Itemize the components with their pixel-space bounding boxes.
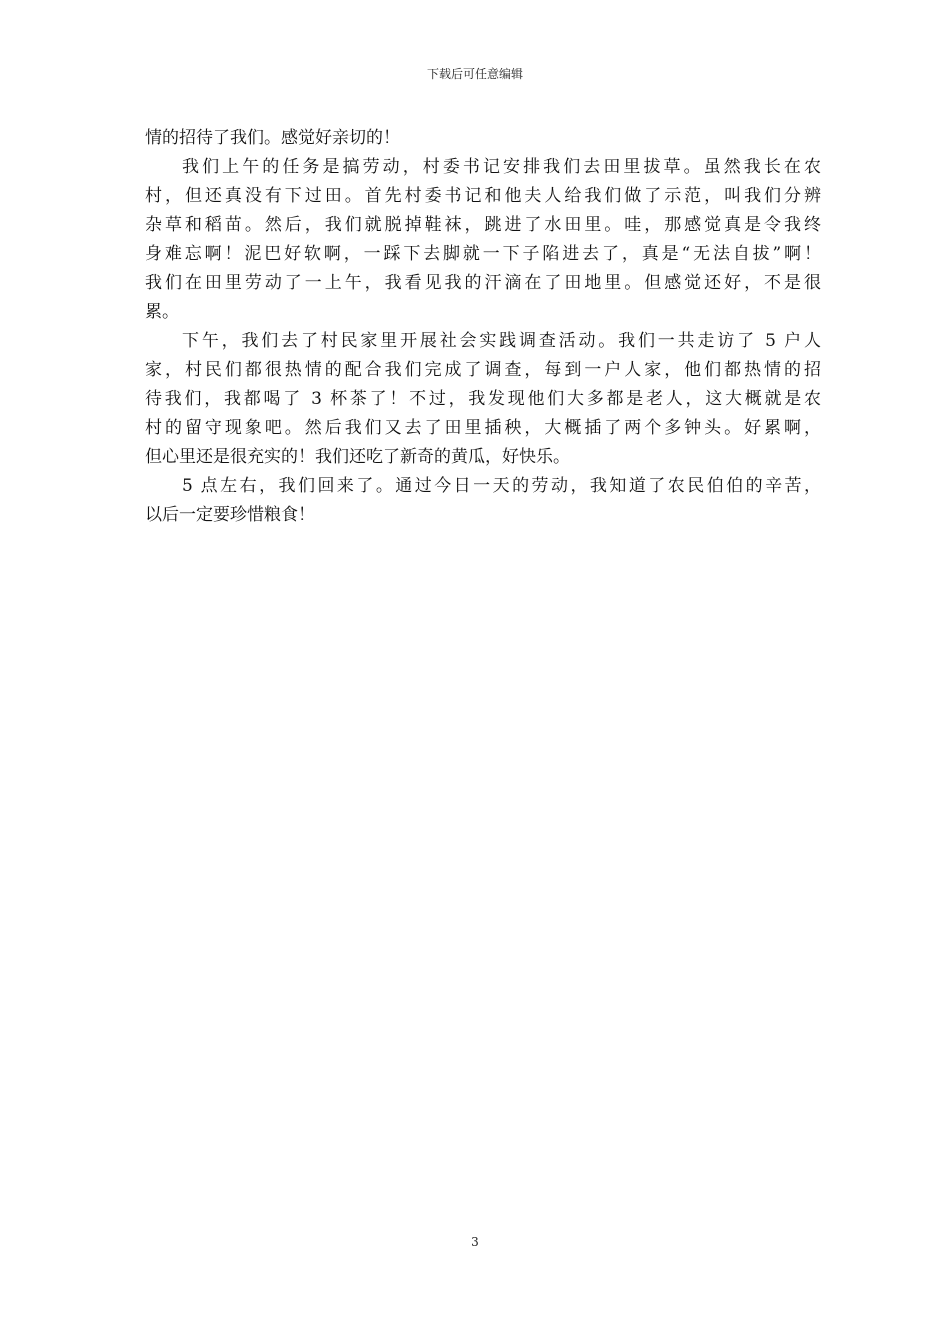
text-line: 以后一定要珍惜粮食！ (145, 505, 315, 525)
paragraph-conclusion (145, 472, 821, 530)
page-header: 下载后可任意编辑 (426, 67, 523, 81)
text-line: 身难忘啊！泥巴好软啊，一踩下去脚就一下子陷进去了，真是“无法自拔”啊！ (145, 244, 821, 264)
text-line: 下午，我们去了村民家里开展社会实践调查活动。我们一共走访了 5 户人 (182, 331, 821, 351)
text-line: 但心里还是很充实的！我们还吃了新奇的黄瓜，好快乐。 (145, 447, 570, 467)
paragraph-morning-work (145, 153, 821, 327)
text-line: 我们上午的任务是搞劳动，村委书记安排我们去田里拔草。虽然我长在农 (182, 157, 821, 177)
text-line: 村的留守现象吧。然后我们又去了田里插秧，大概插了两个多钟头。好累啊， (145, 418, 821, 438)
text-line: 情的招待了我们。感觉好亲切的！ (145, 128, 400, 148)
paragraph-afternoon-survey (145, 327, 821, 472)
text-line: 累。 (145, 302, 179, 322)
text-line: 待我们，我都喝了 3 杯茶了！不过，我发现他们大多都是老人，这大概就是农 (145, 389, 821, 409)
text-line: 5 点左右，我们回来了。通过今日一天的劳动，我知道了农民伯伯的辛苦， (182, 476, 821, 496)
document-body (145, 124, 821, 530)
text-line: 我们在田里劳动了一上午，我看见我的汗滴在了田地里。但感觉还好，不是很 (145, 273, 821, 293)
paragraph-continuation (145, 124, 821, 153)
text-line: 家，村民们都很热情的配合我们完成了调查，每到一户人家，他们都热情的招 (145, 360, 821, 380)
page-number: 3 (471, 1235, 479, 1249)
text-line: 村，但还真没有下过田。首先村委书记和他夫人给我们做了示范，叫我们分辨 (145, 186, 821, 206)
text-line: 杂草和稻苗。然后，我们就脱掉鞋袜，跳进了水田里。哇，那感觉真是令我终 (145, 215, 821, 235)
